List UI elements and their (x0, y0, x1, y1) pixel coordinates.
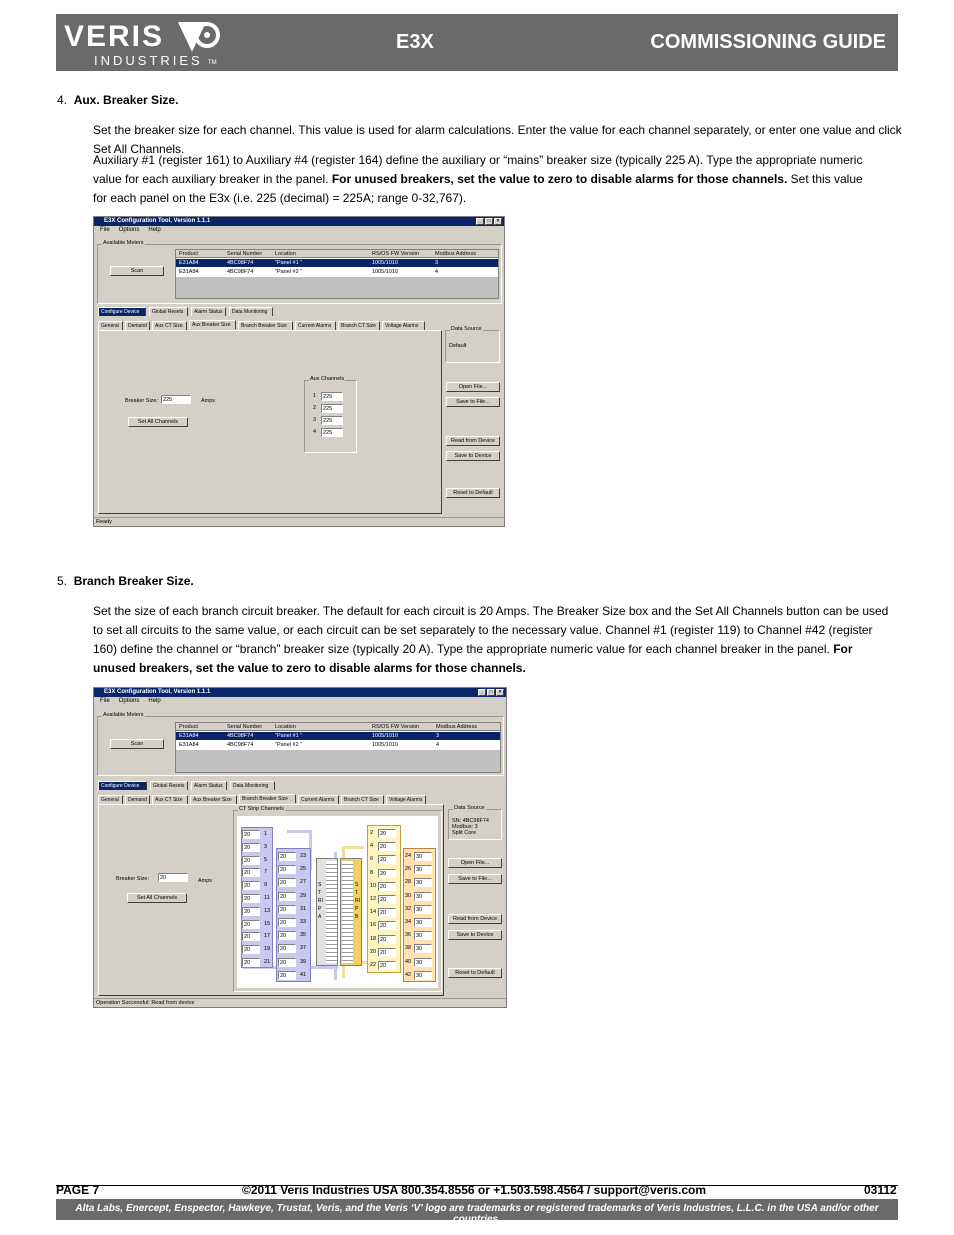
aux-channel-input[interactable]: 225 (321, 416, 343, 425)
aux-channel-number: 1 (313, 393, 317, 399)
breaker-channel-number: 24 (405, 853, 412, 859)
col-fw: RS/OS FW Version (372, 251, 420, 257)
maximize-icon[interactable]: □ (487, 689, 495, 696)
scan-button[interactable]: Scan (110, 739, 164, 749)
veris-logo (56, 14, 226, 71)
section5-para1 (93, 602, 898, 678)
ct-column-even-left (367, 825, 401, 973)
group-label: CT Strip Channels (239, 806, 284, 812)
breaker-channel-number: 38 (405, 945, 412, 952)
group-label: Data Source (454, 805, 485, 811)
breaker-channel-number: 35 (300, 932, 307, 939)
cell: "Panel #1 " (275, 733, 303, 739)
ct-strip-diagram (237, 816, 438, 988)
table-header (176, 250, 498, 258)
breaker-channel-input[interactable]: 30 (414, 865, 432, 874)
main-tabs (98, 781, 498, 790)
close-icon[interactable]: × (494, 218, 502, 225)
tab-configure-device[interactable]: Configure Device (98, 781, 147, 790)
tab-configure-device[interactable]: Configure Device (98, 307, 146, 316)
menu-options[interactable]: Options (118, 698, 140, 704)
breaker-channel-number: 22 (370, 962, 377, 968)
section4-heading (57, 91, 178, 110)
tab-aux-breaker-size[interactable]: Aux Breaker Size (189, 320, 236, 329)
breaker-channel-input[interactable]: 20 (278, 852, 296, 861)
breaker-channel-input[interactable]: 30 (414, 918, 432, 927)
menu-file[interactable]: File (100, 227, 110, 233)
breaker-size-label: Breaker Size: (116, 876, 150, 882)
footer-page: PAGE 7 (56, 1183, 100, 1197)
window-titlebar (94, 217, 504, 226)
breaker-channel-number: 16 (370, 922, 377, 929)
window-title: E3X Configuration Tool, Version 1.1.1 (104, 218, 211, 224)
read-device-button[interactable]: Read from Device (448, 914, 502, 924)
cell: "Panel #2 " (275, 269, 303, 275)
breaker-channel-input[interactable]: 30 (414, 971, 432, 980)
breaker-channel-input[interactable]: 20 (378, 895, 396, 904)
breaker-channel-input[interactable]: 20 (278, 878, 296, 887)
data-source-type: Split Core (452, 830, 477, 836)
breaker-channel-number: 8 (370, 869, 374, 876)
guide-title: COMMISSIONING GUIDE (650, 31, 886, 53)
aux-channel-input[interactable]: 225 (321, 392, 343, 401)
set-all-channels-button[interactable]: Set All Channels (127, 893, 187, 903)
tab-branch-breaker-size[interactable]: Branch Breaker Size (238, 321, 293, 330)
footer-bar (56, 1199, 898, 1225)
tab-alarm-status[interactable]: Alarm Status (191, 781, 227, 790)
breaker-channel-number: 30 (405, 892, 412, 899)
tab-branch-ct-size[interactable]: Branch CT Size (338, 321, 380, 330)
window-title: E3X Configuration Tool, Version 1.1.1 (104, 689, 211, 695)
group-label: Available Meters (103, 712, 144, 718)
breaker-channel-number: 6 (370, 856, 374, 863)
breaker-channel-number: 11 (264, 895, 270, 901)
cell: 1005/1010 (372, 733, 398, 739)
section5-number: 5. (57, 574, 68, 588)
strip-a-pins (326, 861, 337, 963)
cell: E31A84 (179, 269, 199, 275)
open-file-button[interactable]: Open File... (446, 382, 500, 392)
save-file-button[interactable]: Save to File... (448, 874, 502, 884)
tab-global-resets[interactable]: Global Resets (149, 307, 188, 316)
breaker-channel-number: 39 (300, 958, 307, 965)
save-device-button[interactable]: Save to Device (446, 451, 500, 461)
veris-v-logo-icon (176, 20, 222, 54)
breaker-channel-number: 31 (300, 905, 307, 912)
tab-demand[interactable]: Demand (125, 321, 150, 330)
breaker-channel-input[interactable]: 30 (414, 958, 432, 967)
breaker-channel-input[interactable]: 20 (378, 882, 396, 891)
section4-number: 4. (57, 93, 68, 107)
breaker-size-label: Breaker Size: (125, 398, 159, 404)
cell: 3 (435, 260, 439, 266)
breaker-channel-input[interactable]: 20 (278, 971, 296, 980)
close-icon[interactable]: × (496, 689, 504, 696)
ct-column-even-right (403, 848, 436, 982)
table-empty-area (176, 750, 500, 772)
config-tool-window-aux (93, 216, 505, 527)
breaker-channel-number: 29 (300, 892, 307, 899)
breaker-channel-number: 12 (370, 896, 377, 902)
tab-voltage-alarms[interactable]: Voltage Alarms (382, 321, 425, 330)
strip-b-label: STRIP B (355, 882, 360, 920)
col-serial: Serial Number (227, 251, 263, 257)
col-modbus: Modbus Address (436, 724, 477, 730)
cell: "Panel #2 " (275, 742, 303, 748)
table-row[interactable] (176, 268, 498, 276)
breaker-channel-input[interactable]: 20 (278, 958, 296, 967)
data-source-group (448, 805, 502, 840)
save-file-button[interactable]: Save to File... (446, 397, 500, 407)
cell: 3 (436, 733, 440, 739)
cell: 1005/1010 (372, 742, 398, 748)
tab-current-alarms[interactable]: Current Alarms (298, 795, 339, 804)
footer-trademark: Alta Labs, Enercept, Enspector, Hawkeye, Trustat, Veris, and the Veris ‘V’ logo are trademarks or registered trademarks of Veris Industries, L.L.C. in the USA and/or other countries. (75, 1203, 879, 1225)
save-device-button[interactable]: Save to Device (448, 930, 502, 940)
breaker-channel-input[interactable]: 20 (242, 907, 260, 916)
set-all-channels-button[interactable]: Set All Channels (128, 417, 188, 427)
table-row[interactable] (176, 732, 500, 740)
breaker-channel-input[interactable]: 20 (242, 843, 260, 852)
main-tabs (98, 307, 498, 316)
section5-heading (57, 572, 194, 591)
logo-sub-text: INDUSTRIES (94, 53, 203, 68)
breaker-channel-number: 18 (370, 935, 377, 942)
breaker-size-input[interactable]: 20 (158, 873, 188, 882)
menu-options[interactable]: Options (118, 227, 140, 233)
breaker-channel-input[interactable]: 20 (278, 944, 296, 953)
tab-voltage-alarms[interactable]: Voltage Alarms (386, 795, 426, 804)
breaker-channel-input[interactable]: 20 (242, 868, 260, 877)
strip-a-label: STRIP A (318, 882, 323, 920)
breaker-channel-input[interactable]: 30 (414, 852, 432, 861)
minimize-icon[interactable]: _ (478, 689, 486, 696)
breaker-channel-number: 10 (370, 882, 377, 889)
page-header (56, 14, 898, 71)
col-location: Location (275, 251, 296, 257)
breaker-channel-input[interactable]: 20 (378, 869, 396, 878)
tab-branch-breaker-size[interactable]: Branch Breaker Size (239, 794, 296, 803)
breaker-channel-input[interactable]: 20 (378, 935, 396, 944)
breaker-channel-input[interactable]: 20 (242, 945, 260, 954)
section4-title: Aux. Breaker Size. (73, 93, 179, 107)
aux-channel-number: 3 (313, 417, 317, 423)
tab-general[interactable]: General (98, 321, 123, 330)
tab-alarm-status[interactable]: Alarm Status (191, 307, 226, 316)
meters-table (175, 722, 501, 773)
footer-code: 03112 (864, 1183, 897, 1197)
cell: 1005/1010 (372, 269, 398, 275)
config-tool-window-branch (93, 687, 507, 1008)
menu-help[interactable]: Help (148, 698, 161, 704)
connector (342, 846, 364, 849)
status-bar: Ready (94, 517, 504, 526)
breaker-channel-input[interactable]: 20 (378, 948, 396, 957)
breaker-channel-number: 33 (300, 919, 307, 925)
tab-general[interactable]: General (98, 795, 123, 804)
cell: 4BC98F74 (227, 733, 254, 739)
logo-main-text: VERIS (64, 20, 165, 53)
status-bar: Operation Successful: Read from device (94, 998, 506, 1007)
menu-bar (100, 227, 161, 233)
col-location: Location (275, 724, 296, 730)
breaker-channel-input[interactable]: 20 (242, 830, 260, 839)
breaker-channel-input[interactable]: 20 (278, 892, 296, 901)
menu-help[interactable]: Help (148, 227, 161, 233)
table-row[interactable] (176, 741, 500, 749)
cell: 4 (436, 742, 440, 748)
tab-aux-ct-size[interactable]: Aux CT Size (152, 795, 188, 804)
para-bold: For unused breakers, set the value to zero to disable alarms for those channels. (331, 172, 788, 186)
breaker-channel-number: 15 (264, 920, 271, 927)
breaker-channel-number: 34 (405, 919, 412, 925)
breaker-channel-input[interactable]: 30 (414, 905, 432, 914)
col-product: Product (179, 724, 198, 730)
ct-column-odd-right (276, 848, 311, 982)
breaker-channel-number: 37 (300, 945, 307, 952)
breaker-channel-input[interactable]: 20 (378, 855, 396, 864)
breaker-channel-number: 26 (405, 866, 412, 873)
breaker-channel-number: 7 (264, 869, 268, 876)
tab-demand[interactable]: Demand (125, 795, 150, 804)
scan-button[interactable]: Scan (110, 266, 164, 276)
cell: 4BC98F74 (227, 742, 254, 748)
breaker-channel-input[interactable]: 30 (414, 944, 432, 953)
data-source-serial: SN: 4BC98F74 (452, 818, 489, 824)
breaker-channel-number: 9 (264, 882, 268, 889)
cell: 4BC98F74 (227, 260, 254, 266)
cell: 4BC98F74 (227, 269, 254, 275)
breaker-channel-number: 36 (405, 932, 412, 939)
section5-title: Branch Breaker Size. (73, 574, 194, 588)
breaker-channel-input[interactable]: 20 (278, 905, 296, 914)
strip-b (340, 858, 362, 966)
para-text: Set the size of each branch circuit breaker. The default for each circuit is 20 Amps. The Breaker Size box and the Set All Channels button can be used to set all circuits to the same value, or each circuit can be set separately to the necessary value. Channel #1 (register 119) to Channel #42 (register 160) define the channel or “branch” breaker size (typically 20 A). Type the appropriate numeric value for each channel breaker in the panel. (93, 604, 889, 656)
aux-channel-input[interactable]: 225 (321, 404, 343, 413)
group-label: Available Meters (103, 240, 144, 246)
cell: E31A84 (179, 733, 199, 739)
breaker-channel-number: 19 (264, 946, 271, 953)
tab-aux-ct-size[interactable]: Aux CT Size (152, 321, 187, 330)
breaker-channel-input[interactable]: 30 (414, 878, 432, 887)
sub-tabs (98, 795, 507, 804)
breaker-channel-input[interactable]: 20 (378, 829, 396, 838)
breaker-channel-number: 14 (370, 909, 377, 916)
breaker-channel-number: 5 (264, 856, 268, 863)
breaker-channel-number: 25 (300, 866, 307, 873)
breaker-channel-input[interactable]: 20 (242, 856, 260, 865)
breaker-channel-number: 28 (405, 879, 412, 886)
table-empty-area (176, 277, 498, 298)
product-name: E3X (396, 31, 434, 53)
menu-bar (100, 698, 161, 704)
breaker-channel-input[interactable]: 20 (378, 908, 396, 917)
breaker-channel-number: 41 (300, 971, 307, 978)
breaker-channel-input[interactable]: 20 (242, 894, 260, 903)
tab-data-monitoring[interactable]: Data Monitoring (229, 307, 273, 316)
breaker-channel-input[interactable]: 30 (414, 931, 432, 940)
breaker-channel-input[interactable]: 20 (242, 881, 260, 890)
sub-tabs (98, 321, 498, 330)
section4-para1: Set the breaker size for each channel. This value is used for alarm calculations. Enter the value for each channel separately, or enter one value and click Set All Channels. (93, 123, 902, 156)
aux-channel-number: 2 (313, 405, 317, 411)
breaker-channel-input[interactable]: 20 (278, 931, 296, 940)
tab-global-resets[interactable]: Global Resets (150, 781, 188, 790)
aux-channel-number: 4 (313, 429, 317, 435)
reset-default-button[interactable]: Reset to Default (446, 488, 500, 498)
breaker-channel-input[interactable]: 20 (378, 961, 396, 970)
breaker-channel-input[interactable]: 20 (278, 865, 296, 874)
breaker-channel-number: 23 (300, 853, 307, 859)
breaker-channel-number: 2 (370, 830, 374, 836)
strip-a (316, 858, 338, 966)
aux-channel-input[interactable]: 225 (321, 428, 343, 437)
open-file-button[interactable]: Open File... (448, 858, 502, 868)
tab-current-alarms[interactable]: Current Alarms (295, 321, 336, 330)
data-source-modbus: Modbus: 3 (452, 824, 478, 830)
data-source-value: Default (449, 343, 467, 349)
col-serial: Serial Number (227, 724, 263, 730)
breaker-channel-input[interactable]: 30 (414, 892, 432, 901)
col-product: Product (179, 251, 198, 257)
breaker-channel-number: 17 (264, 933, 271, 940)
meters-table (175, 249, 499, 299)
para-text: Set this value for each panel on the E3x (i.e. 225 (decimal) = 225A; range 0-32,767). (93, 172, 863, 205)
section4-para2 (93, 151, 873, 208)
group-label: Data Source (451, 326, 482, 332)
cell: "Panel #1 " (275, 260, 303, 266)
group-label: Aux Channels (310, 376, 345, 382)
cell: E31A84 (179, 742, 199, 748)
table-row[interactable] (176, 259, 498, 267)
breaker-size-input[interactable]: 225 (161, 395, 191, 404)
breaker-channel-input[interactable]: 20 (378, 921, 396, 930)
data-source-group (445, 326, 500, 363)
breaker-channel-number: 21 (264, 959, 271, 965)
logo-tm: TM (208, 60, 217, 66)
breaker-channel-input[interactable]: 20 (242, 958, 260, 967)
breaker-channel-number: 27 (300, 879, 307, 886)
reset-default-button[interactable]: Reset to Default (448, 968, 502, 978)
col-modbus: Modbus Address (435, 251, 476, 257)
breaker-channel-number: 3 (264, 843, 268, 850)
window-titlebar (94, 688, 506, 697)
tab-aux-breaker-size[interactable]: Aux Breaker Size (190, 795, 237, 804)
breaker-channel-number: 42 (405, 971, 412, 978)
breaker-channel-number: 40 (405, 958, 412, 965)
ct-column-odd-left (241, 827, 273, 968)
table-header (176, 723, 500, 731)
tab-data-monitoring[interactable]: Data Monitoring (230, 781, 275, 790)
para-bold: For unused breakers, set the value to zero to disable alarms for those channels. (93, 642, 853, 675)
breaker-channel-number: 32 (405, 905, 412, 912)
tab-branch-ct-size[interactable]: Branch CT Size (341, 795, 384, 804)
footer-copyright: ©2011 Veris Industries USA 800.354.8556 or +1.503.598.4564 / support@veris.com (242, 1183, 707, 1197)
breaker-channel-input[interactable]: 20 (242, 920, 260, 929)
breaker-channel-number: 1 (264, 831, 268, 837)
breaker-channel-number: 20 (370, 948, 377, 955)
cell: 4 (435, 269, 439, 275)
breaker-channel-number: 4 (370, 843, 374, 850)
breaker-channel-input[interactable]: 20 (242, 932, 260, 941)
breaker-channel-input[interactable]: 20 (278, 918, 296, 927)
para-text: Auxiliary #1 (register 161) to Auxiliary #4 (register 164) define the auxiliary or “mains” breaker size (typically 225 A). Type the appropriate numeric value for each auxiliary breaker in the panel. (93, 153, 863, 186)
col-fw: RS/OS FW Version (372, 724, 420, 730)
read-device-button[interactable]: Read from Device (446, 436, 500, 446)
amps-label: Amps (198, 878, 213, 884)
maximize-icon[interactable]: □ (485, 218, 493, 225)
amps-label: Amps (201, 398, 216, 404)
strip-b-pins (342, 861, 353, 963)
cell: E31A84 (179, 260, 199, 266)
breaker-channel-number: 13 (264, 907, 271, 914)
menu-file[interactable]: File (100, 698, 110, 704)
breaker-channel-input[interactable]: 20 (378, 842, 396, 851)
minimize-icon[interactable]: _ (476, 218, 484, 225)
cell: 1005/1010 (372, 260, 398, 266)
